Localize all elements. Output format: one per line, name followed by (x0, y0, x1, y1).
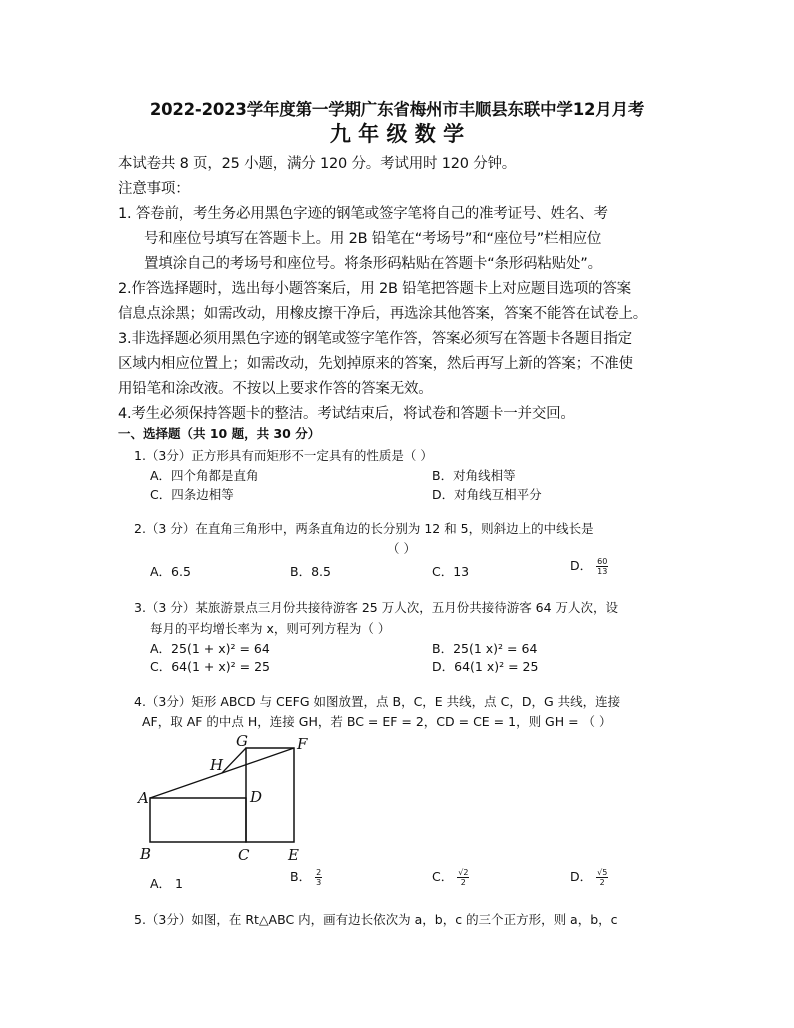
notice-2a: 2.作答选择题时，选出每小题答案后，用 2B 铅笔把答题卡上对应题目选项的答案 (118, 281, 631, 297)
q2-stem: 2.（3 分）在直角三角形中，两条直角边的长分别为 12 和 5，则斜边上的中线长是 (134, 521, 594, 536)
label-g: G (236, 732, 248, 750)
q1-option-a: A．四个角都是直角 (150, 468, 259, 483)
q4-option-c (432, 867, 469, 887)
q4-option-a: A． 1 (150, 876, 183, 891)
q3-stem-2: 每月的平均增长率为 x，则可列方程为（ ） (150, 621, 391, 636)
q4-d-denominator: 2 (599, 878, 605, 887)
q2-d-denominator: 13 (597, 567, 608, 576)
label-b: B (140, 845, 152, 863)
q4-option-c-label: C． (432, 869, 454, 884)
exam-subtitle: 九 年 级 数 学 (329, 122, 465, 146)
rectangle-abcd (150, 798, 246, 842)
q1-option-c: C．四条边相等 (150, 487, 234, 502)
q1-stem: 1.（3分）正方形具有而矩形不一定具有的性质是（ ） (134, 448, 433, 463)
q5-stem: 5.（3分）如图，在 Rt△ABC 内，画有边长依次为 a，b，c 的三个正方形，则 a，b，c (134, 912, 618, 927)
notice-1b: 号和座位号填写在答题卡上。用 2B 铅笔在“考场号”和“座位号”栏相应位 (144, 231, 602, 247)
label-h: H (210, 756, 224, 774)
q2-option-c: C．13 (432, 564, 470, 579)
q2-d-numerator: 60 (597, 557, 608, 566)
q2-option-a: A．6.5 (150, 564, 191, 579)
q4-option-b (290, 867, 322, 887)
q2-option-b: B．8.5 (290, 564, 331, 579)
q2-option-d-label: D． (570, 558, 593, 573)
notice-1a: 1. 答卷前，考生务必用黑色字迹的钢笔或签字笔将自己的准考证号、姓名、考 (118, 206, 608, 222)
notice-4: 4.考生必须保持答题卡的整洁。考试结束后，将试卷和答题卡一并交回。 (118, 406, 575, 422)
q4-option-b-label: B． (290, 869, 312, 884)
q1-option-b: B．对角线相等 (432, 468, 516, 483)
q3-option-d: D．64(1 x)² = 25 (432, 659, 539, 674)
label-d: D (250, 788, 263, 806)
label-f: F (297, 735, 308, 753)
q4-option-d-label: D． (570, 869, 593, 884)
q3-option-c: C．64(1 + x)² = 25 (150, 659, 270, 674)
label-a: A (138, 789, 149, 807)
q4-stem-1: 4.（3分）矩形 ABCD 与 CEFG 如图放置，点 B，C，E 共线，点 C，D，G 共线，连接 (134, 694, 621, 709)
q4-c-numerator: √2 (458, 868, 469, 877)
q4-b-denominator: 3 (316, 878, 322, 887)
q4-d-numerator: √5 (597, 868, 608, 877)
q3-option-b: B．25(1 x)² = 64 (432, 641, 538, 656)
q2-paren: （ ） (387, 541, 416, 556)
q1-option-d: D．对角线互相平分 (432, 487, 542, 502)
label-c: C (238, 846, 250, 864)
notice-3a: 3.非选择题必须用黑色字迹的钢笔或签字笔作答，答案必须写在答题卡各题目指定 (118, 331, 632, 347)
q4-stem-2: AF，取 AF 的中点 H，连接 GH，若 BC = EF = 2，CD = CE = 1，则 GH = （ ） (142, 714, 612, 729)
q4-option-d-fraction (596, 868, 608, 887)
q4-option-d (570, 867, 608, 887)
notice-3b: 区域内相应位置上；如需改动，先划掉原来的答案，然后再写上新的答案；不准使 (118, 356, 633, 372)
intro-line: 本试卷共 8 页，25 小题，满分 120 分。考试用时 120 分钟。 (118, 156, 517, 172)
q4-option-c-fraction (457, 868, 469, 887)
notice-title: 注意事项： (118, 181, 190, 197)
q4-rectangle-figure (130, 728, 330, 868)
q4-c-denominator: 2 (460, 878, 466, 887)
notice-2b: 信息点涂黑；如需改动，用橡皮擦干净后，再选涂其他答案，答案不能答在试卷上。 (118, 306, 648, 322)
exam-title: 2022-2023学年度第一学期广东省梅州市丰顺县东联中学12月月考 (149, 100, 645, 119)
q2-option-d (570, 556, 608, 576)
q3-option-a: A．25(1 + x)² = 64 (150, 641, 270, 656)
section-title: 一、选择题（共 10 题，共 30 分） (118, 426, 321, 441)
q4-b-numerator: 2 (316, 868, 322, 877)
q3-stem-1: 3.（3 分）某旅游景点三月份共接待游客 25 万人次，五月份共接待游客 64 万人次，设 (134, 600, 619, 615)
q2-option-d-fraction (596, 557, 608, 576)
q4-option-b-fraction (315, 868, 322, 887)
notice-3c: 用铅笔和涂改液。不按以上要求作答的答案无效。 (118, 381, 433, 397)
notice-1c: 置填涂自己的考场号和座位号。将条形码粘贴在答题卡“条形码粘贴处”。 (144, 256, 602, 272)
label-e: E (288, 846, 299, 864)
